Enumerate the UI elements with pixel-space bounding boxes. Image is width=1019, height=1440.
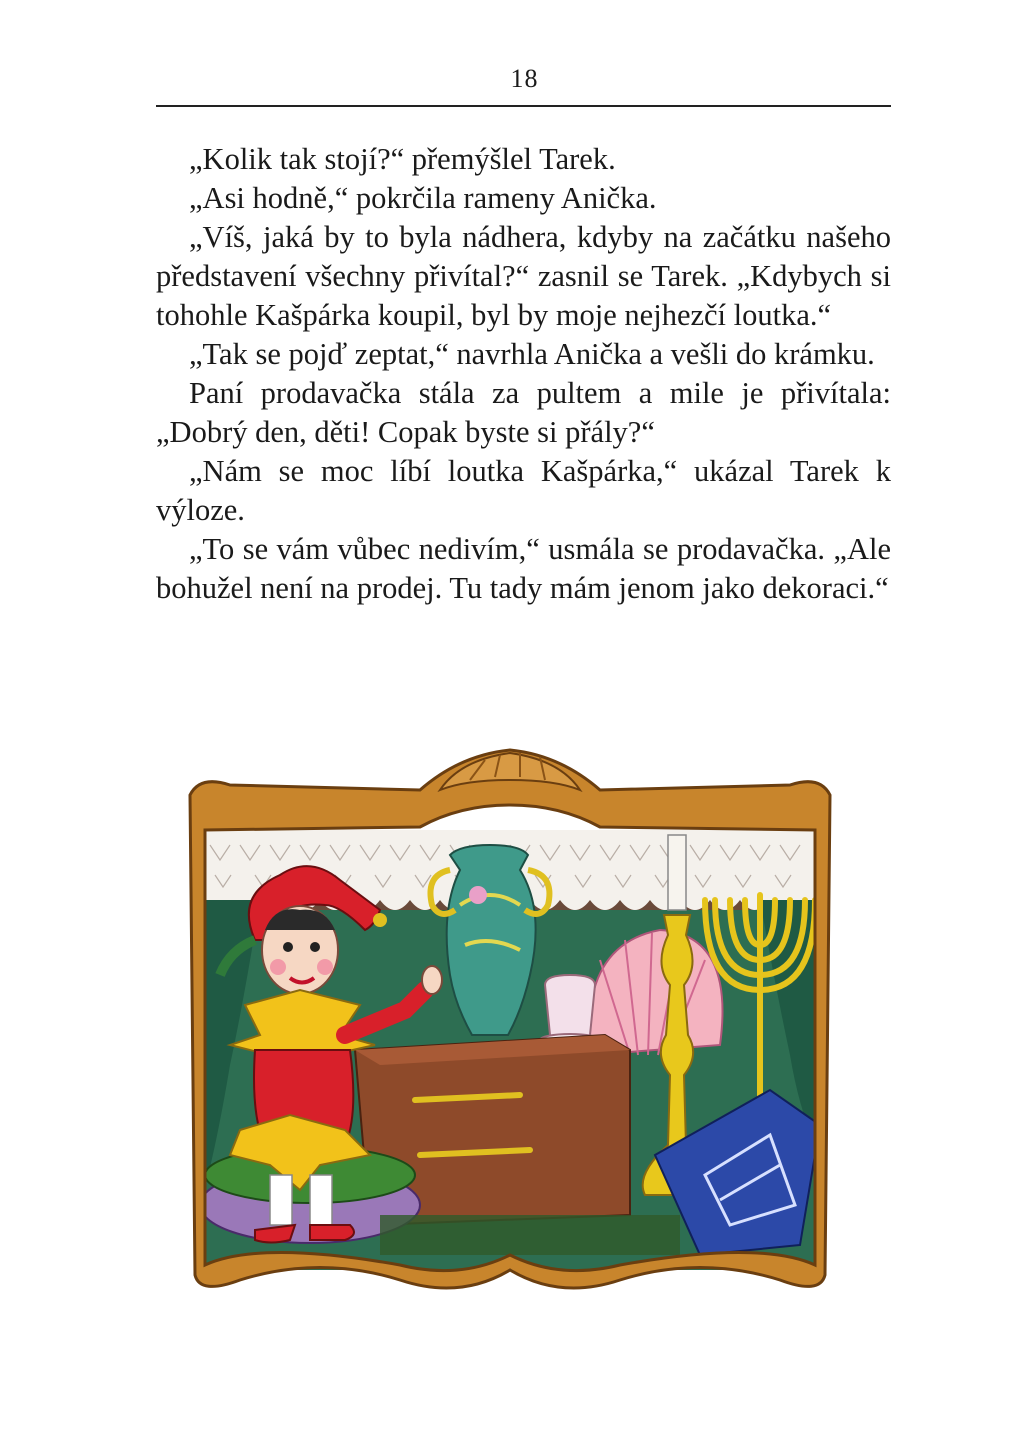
header-rule (156, 105, 891, 107)
paragraph: „To se vám vůbec nedivím,“ usmála se prodavačka. „Ale bohužel není na prodej. Tu tady mám jenom jako dekoraci.“ (156, 532, 891, 605)
paragraph: „Tak se pojď zeptat,“ navrhla Anička a vešli do krámku. (189, 337, 875, 371)
page-number: 18 (510, 64, 539, 93)
paragraph: „Nám se moc líbí loutka Kašpárka,“ ukázal Tarek k výloze. (156, 454, 891, 527)
paragraph: „Víš, jaká by to byla nádhera, kdyby na začátku našeho představení všechny přivítal?“ zasnil se Tarek. „Kdybych si tohohle Kašpárka koupil, byl by moje nejhezčí loutka.“ (156, 220, 891, 332)
shop-window-illustration (160, 735, 860, 1310)
story-text (156, 140, 891, 608)
paragraph: „Kolik tak stojí?“ přemýšlel Tarek. (189, 142, 616, 176)
floor (380, 1215, 680, 1255)
paragraph: „Asi hodně,“ pokrčila rameny Anička. (189, 181, 657, 215)
paragraph: Paní prodavačka stála za pultem a mile je přivítala: „Dobrý den, děti! Copak byste si přály?“ (156, 376, 891, 449)
